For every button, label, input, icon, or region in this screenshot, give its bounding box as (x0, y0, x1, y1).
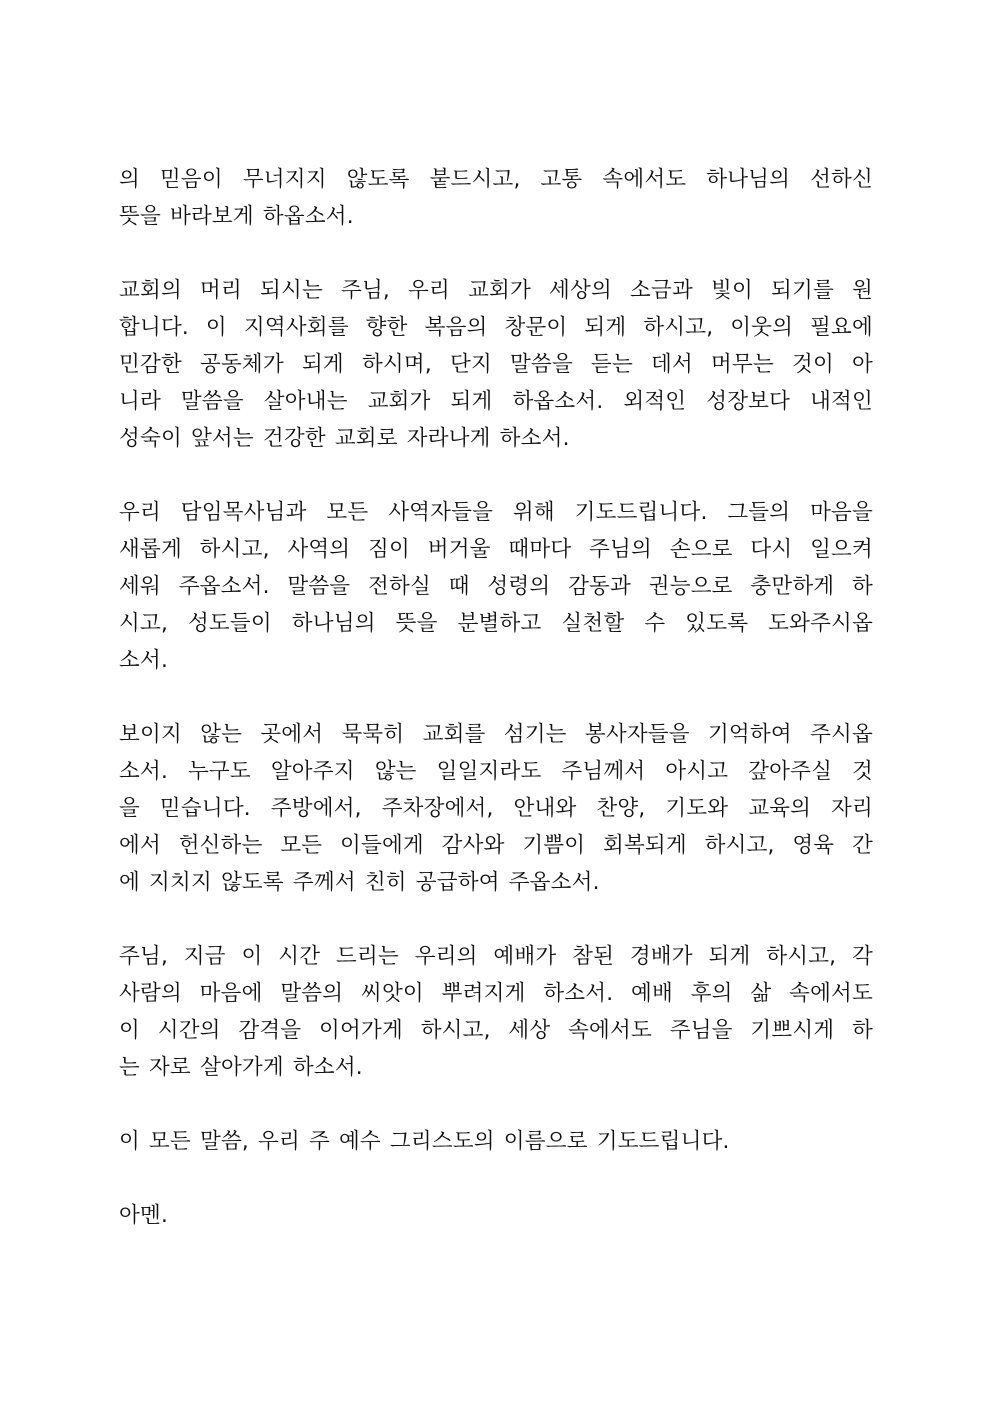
paragraph-5 (119, 938, 873, 1086)
text-line: 민감한 공동체가 되게 하시며, 단지 말씀을 듣는 데서 머무는 것이 아 (119, 352, 873, 377)
text-line: 소서. (119, 648, 168, 673)
text-line: 주님, 지금 이 시간 드리는 우리의 예배가 참된 경배가 되게 하시고, 각 (119, 944, 873, 969)
text-line: 교회의 머리 되시는 주님, 우리 교회가 세상의 소금과 빛이 되기를 원 (119, 278, 873, 303)
text-line: 보이지 않는 곳에서 묵묵히 교회를 섬기는 봉사자들을 기억하여 주시옵 (119, 722, 873, 747)
paragraph-7 (119, 1197, 873, 1234)
text-line: 합니다. 이 지역사회를 향한 복음의 창문이 되게 하시고, 이웃의 필요에 (119, 315, 873, 340)
text-line: 우리 담임목사님과 모든 사역자들을 위해 기도드립니다. 그들의 마음을 (119, 500, 873, 525)
text-line: 에서 헌신하는 모든 이들에게 감사와 기쁨이 회복되게 하시고, 영육 간 (119, 833, 873, 858)
text-line: 사람의 마음에 말씀의 씨앗이 뿌려지게 하소서. 예배 후의 삶 속에서도 (119, 981, 873, 1006)
paragraph-3 (119, 494, 873, 679)
document-body (119, 161, 873, 1271)
text-line: 아멘. (119, 1203, 168, 1228)
paragraph-1 (119, 161, 873, 235)
text-line: 니라 말씀을 살아내는 교회가 되게 하옵소서. 외적인 성장보다 내적인 (119, 389, 873, 414)
text-line: 새롭게 하시고, 사역의 짐이 버거울 때마다 주님의 손으로 다시 일으켜 (119, 537, 873, 562)
paragraph-4 (119, 716, 873, 901)
text-line: 이 시간의 감격을 이어가게 하시고, 세상 속에서도 주님을 기쁘시게 하 (119, 1018, 873, 1043)
text-line: 소서. 누구도 알아주지 않는 일일지라도 주님께서 아시고 갚아주실 것 (119, 759, 873, 784)
text-line: 뜻을 바라보게 하옵소서. (119, 204, 354, 229)
text-line: 성숙이 앞서는 건강한 교회로 자라나게 하소서. (119, 426, 570, 451)
text-line: 는 자로 살아가게 하소서. (119, 1055, 363, 1080)
text-line: 에 지치지 않도록 주께서 친히 공급하여 주옵소서. (119, 870, 600, 895)
paragraph-2 (119, 272, 873, 457)
text-line: 을 믿습니다. 주방에서, 주차장에서, 안내와 찬양, 기도와 교육의 자리 (119, 796, 873, 821)
text-line: 시고, 성도들이 하나님의 뜻을 분별하고 실천할 수 있도록 도와주시옵 (119, 611, 873, 636)
paragraph-6 (119, 1123, 873, 1160)
text-line: 세워 주옵소서. 말씀을 전하실 때 성령의 감동과 권능으로 충만하게 하 (119, 574, 873, 599)
text-line: 이 모든 말씀, 우리 주 예수 그리스도의 이름으로 기도드립니다. (119, 1129, 730, 1154)
text-line: 의 믿음이 무너지지 않도록 붙드시고, 고통 속에서도 하나님의 선하신 (119, 167, 873, 192)
